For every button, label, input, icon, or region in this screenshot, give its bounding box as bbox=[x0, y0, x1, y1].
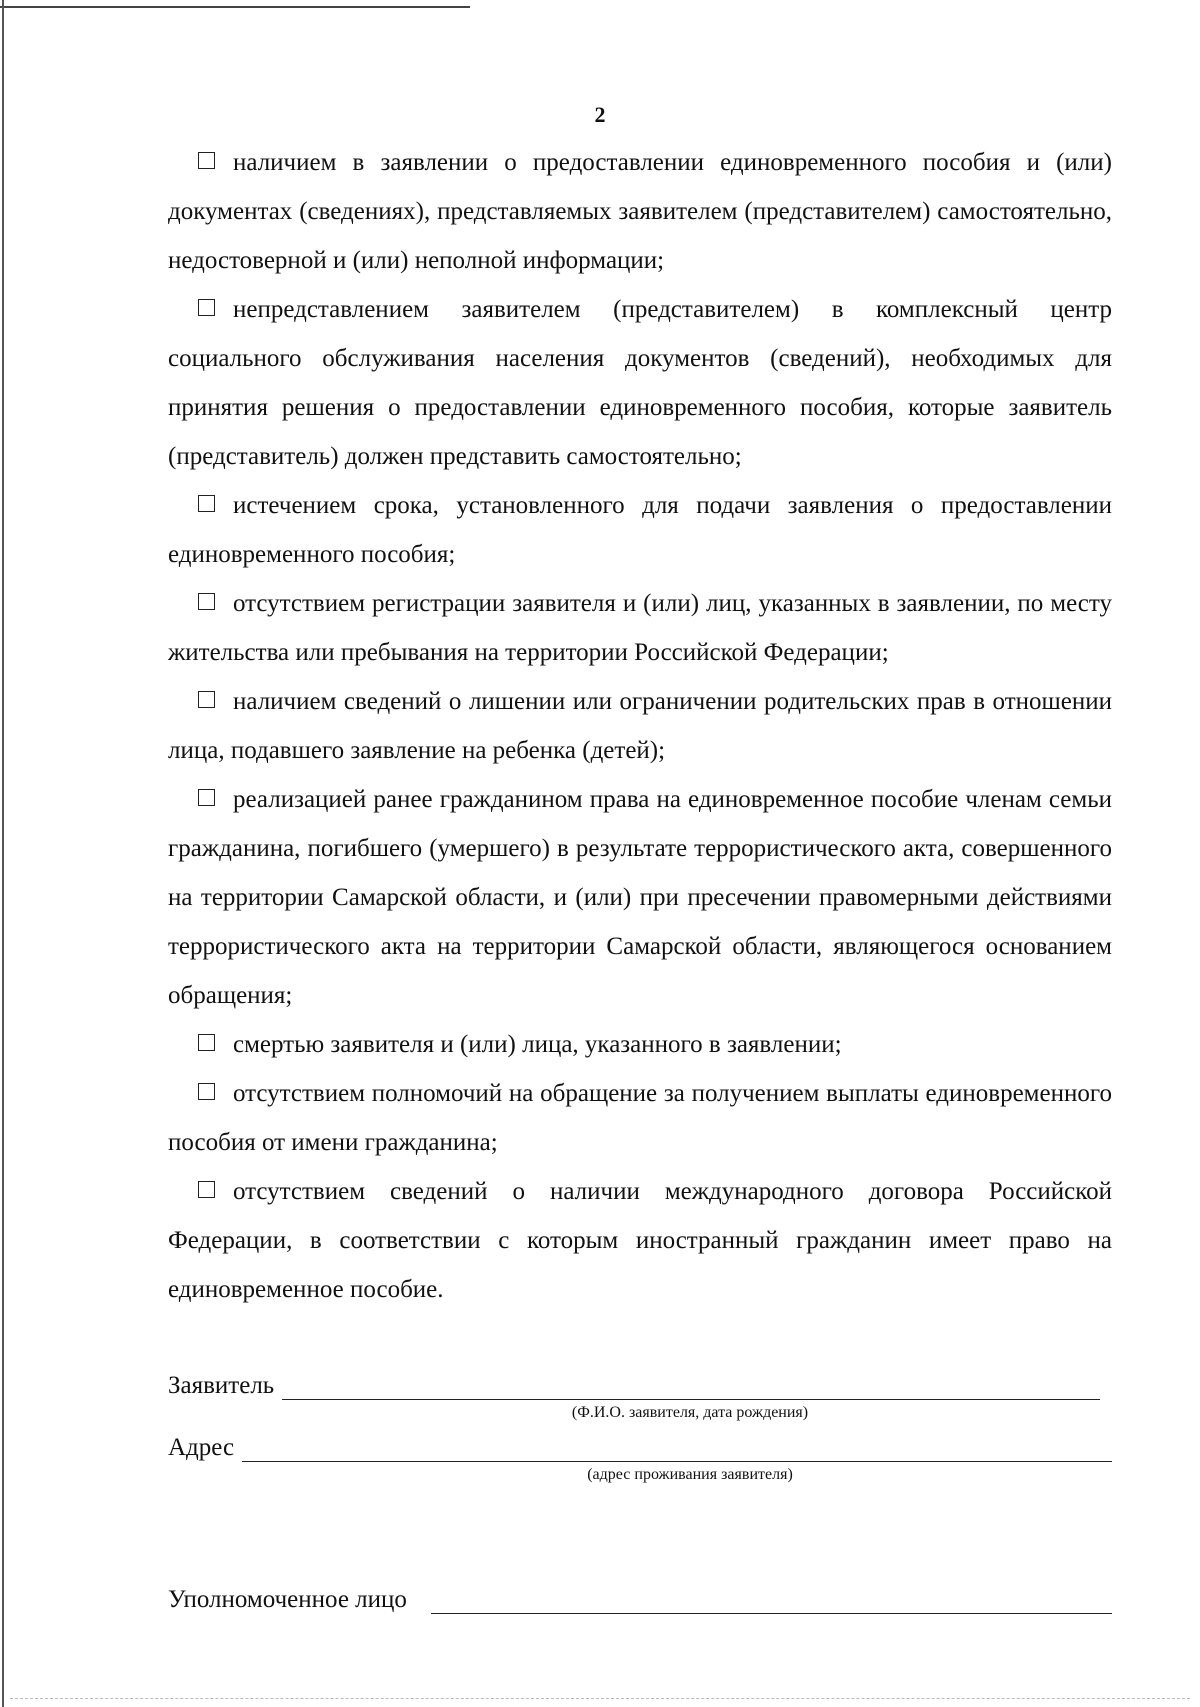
applicant-row bbox=[168, 1372, 1112, 1400]
list-item bbox=[168, 138, 1112, 285]
list-item bbox=[168, 1020, 1112, 1069]
checkbox[interactable] bbox=[198, 495, 215, 512]
address-input-line[interactable] bbox=[242, 1435, 1112, 1462]
applicant-caption: (Ф.И.О. заявителя, дата рождения) bbox=[571, 1404, 809, 1421]
checkbox[interactable] bbox=[198, 152, 215, 169]
document-body bbox=[168, 138, 1112, 1314]
authorized-person-field bbox=[168, 1586, 1112, 1614]
item-text: отсутствием полномочий на обращение за получением выплаты единовременного пособия от имени гражданина; bbox=[168, 1080, 1112, 1156]
item-text: отсутствием регистрации заявителя и (или) лиц, указанных в заявлении, по месту жительства или пребывания на территории Российской Федерации; bbox=[168, 590, 1112, 666]
checkbox[interactable] bbox=[198, 1181, 215, 1198]
item-text: непредставлением заявителем (представителем) в комплексный центр социального обслуживания населения документов (сведений), необходимых для принятия решения о предоставлении единовременного пособия, которые заявитель (представитель) должен представить самостоятельно; bbox=[168, 296, 1112, 470]
list-item bbox=[168, 677, 1112, 775]
applicant-field bbox=[168, 1372, 1112, 1422]
checkbox[interactable] bbox=[198, 691, 215, 708]
scan-edge-bottom bbox=[10, 1698, 1190, 1699]
list-item bbox=[168, 285, 1112, 481]
list-item bbox=[168, 481, 1112, 579]
checkbox[interactable] bbox=[198, 789, 215, 806]
address-label: Адрес bbox=[168, 1434, 235, 1461]
list-item bbox=[168, 579, 1112, 677]
list-item bbox=[168, 1167, 1112, 1314]
applicant-label: Заявитель bbox=[168, 1372, 275, 1399]
applicant-input-line[interactable] bbox=[282, 1373, 1100, 1400]
address-caption: (адрес проживания заявителя) bbox=[587, 1466, 793, 1483]
item-text: истечением срока, установленного для подачи заявления о предоставлении единовременного пособия; bbox=[168, 492, 1112, 568]
item-text: наличием сведений о лишении или ограничении родительских прав в отношении лица, подавшего заявление на ребенка (детей); bbox=[168, 688, 1112, 764]
list-item bbox=[168, 775, 1112, 1020]
checkbox[interactable] bbox=[198, 593, 215, 610]
checkbox[interactable] bbox=[198, 1034, 215, 1051]
item-text: реализацией ранее гражданином права на единовременное пособие членам семьи гражданина, погибшего (умершего) в результате террористического акта, совершенного на территории Самарской области, и (или) при пресечении правомерными действиями террористического акта на территории Самарской области, являющегося основанием обращения; bbox=[168, 786, 1112, 1009]
address-row bbox=[168, 1434, 1112, 1462]
checkbox[interactable] bbox=[198, 1083, 215, 1100]
item-text: наличием в заявлении о предоставлении единовременного пособия и (или) документах (сведениях), представляемых заявителем (представителем) самостоятельно, недостоверной и (или) неполной информации; bbox=[168, 149, 1112, 274]
authorized-signature-line[interactable] bbox=[431, 1587, 1112, 1614]
address-field bbox=[168, 1434, 1112, 1484]
authorized-label: Уполномоченное лицо bbox=[168, 1586, 407, 1613]
scan-edge-top bbox=[0, 6, 470, 8]
checkbox[interactable] bbox=[198, 299, 215, 316]
item-text: отсутствием сведений о наличии международного договора Российской Федерации, в соответствии с которым иностранный гражданин имеет право на единовременное пособие. bbox=[168, 1178, 1112, 1303]
item-text: смертью заявителя и (или) лица, указанного в заявлении; bbox=[233, 1031, 842, 1058]
list-item bbox=[168, 1069, 1112, 1167]
page-number: 2 bbox=[594, 102, 606, 127]
authorized-row bbox=[168, 1586, 1112, 1614]
scan-edge-left bbox=[2, 0, 4, 1707]
